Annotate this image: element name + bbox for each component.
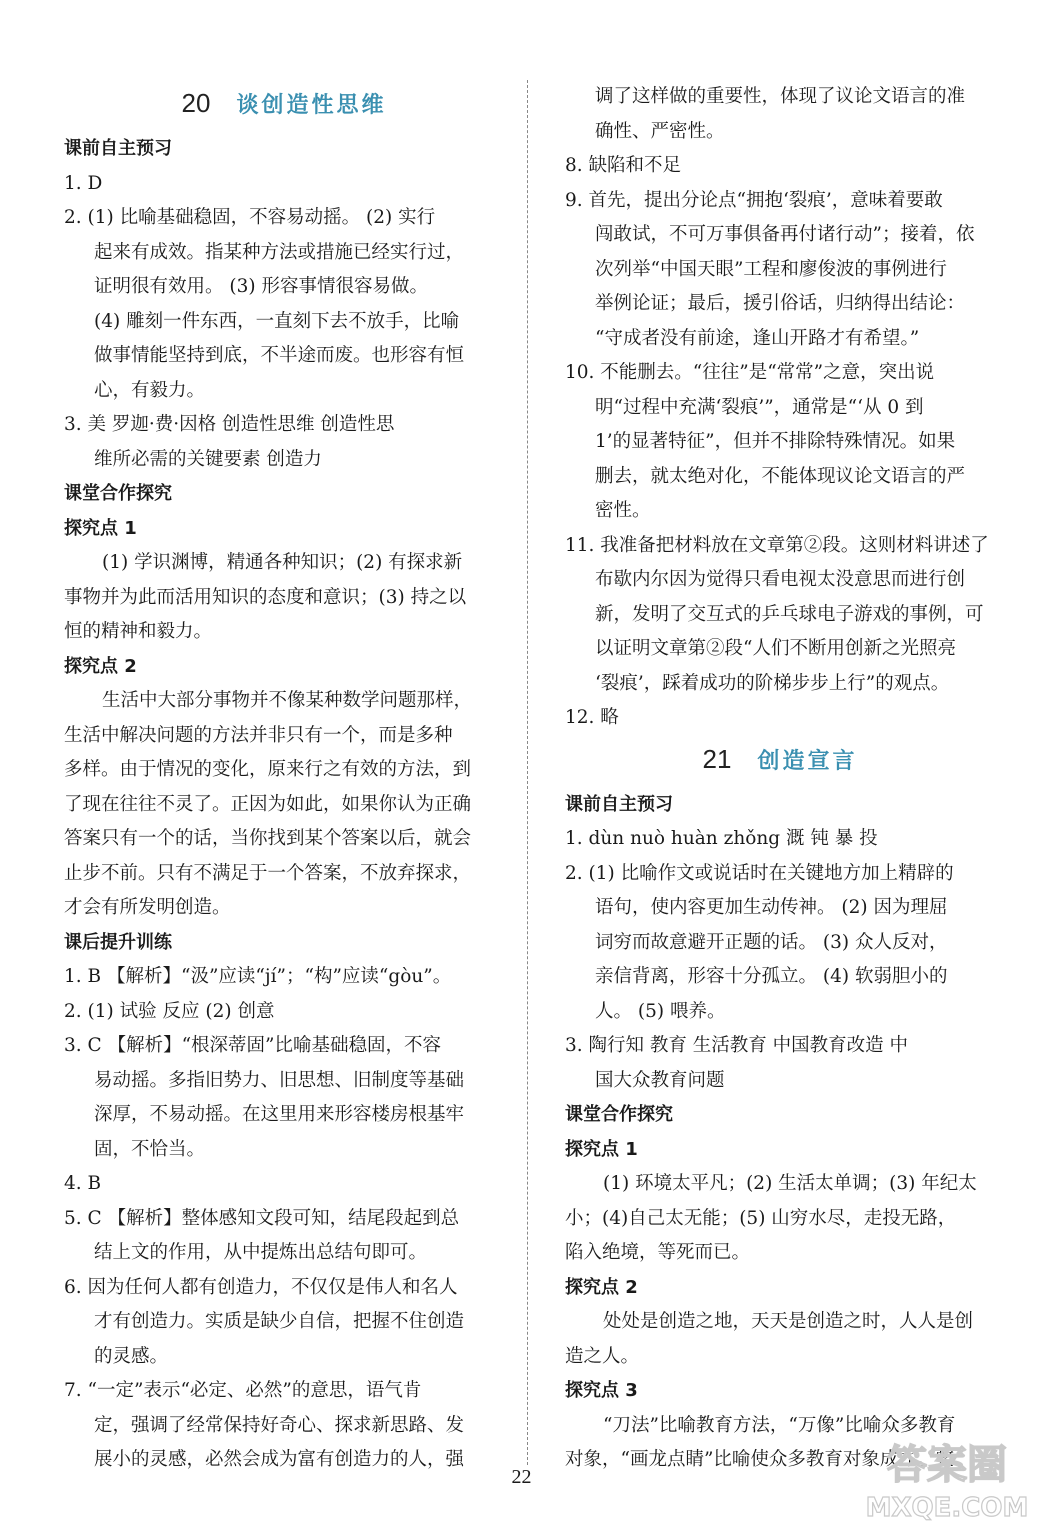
text-line: 3. 美 罗迦·费·因格 创造性思维 创造性思 — [64, 414, 395, 435]
text-line: 2. (1) 比喻作文或说话时在关键地方加上精辟的 — [565, 862, 954, 884]
text-line: 易动摇。多指旧势力、旧思想、旧制度等基础 — [94, 1069, 465, 1091]
section-heading: 课前自主预习 — [565, 793, 673, 815]
text-line: 生活中大部分事物并不像某种数学问题那样， — [102, 690, 473, 711]
text-line: 证明很有效用。 (3) 形容事情很容易做。 — [94, 276, 428, 297]
text-line: 展小的灵感，必然会成为富有创造力的人，强 — [94, 1449, 465, 1470]
right-column — [565, 80, 995, 1478]
text-line: 3. C 【解析】“根深蒂固”比喻基础稳固，不容 — [64, 1035, 441, 1056]
text-line: 词穷而故意避开正题的话。 (3) 众人反对， — [595, 931, 948, 953]
text-line: 对象，“画龙点睛”比喻使众多教育对象成才。整 — [565, 1449, 954, 1470]
text-line: 确性、严密性。 — [595, 120, 725, 142]
section-heading: 课堂合作探究 — [64, 483, 172, 504]
text-line: 5. C 【解析】整体感知文段可知，结尾段起到总 — [64, 1207, 460, 1229]
text-line: “刀法”比喻教育方法，“万像”比喻众多教育 — [603, 1414, 956, 1436]
section-heading: 探究点 1 — [64, 517, 137, 539]
text-line: 定，强调了经常保持好奇心、探求新思路、发 — [94, 1414, 465, 1436]
text-line: 1’的显著特征”，但并不排除特殊情况。如果 — [595, 431, 956, 452]
lesson-number: 20 — [181, 88, 211, 118]
text-line: 1. dùn nuò huàn zhǒng 溉 钝 暴 投 — [565, 828, 878, 849]
section-heading: 探究点 3 — [565, 1380, 638, 1401]
text-line: 闯敢试，不可万事俱备再付诸行动”；接着，依 — [595, 224, 975, 245]
text-line: 2. (1) 试验 反应 (2) 创意 — [64, 1000, 275, 1022]
page-number: 22 — [511, 1466, 532, 1488]
text-line: 9. 首先，提出分论点“拥抱‘裂痕’，意味着要敢 — [565, 189, 943, 211]
text-line: 10. 不能删去。“往往”是“常常”之意，突出说 — [565, 362, 935, 383]
text-line: 新，发明了交互式的乒乓球电子游戏的事例，可 — [595, 603, 984, 625]
text-line: 3. 陶行知 教育 生活教育 中国教育改造 中 — [565, 1035, 909, 1056]
section-heading: 探究点 2 — [64, 655, 137, 677]
text-line: 国大众教育问题 — [595, 1069, 725, 1091]
left-text-lines — [64, 132, 504, 1478]
text-line: 明“过程中充满‘裂痕’”，通常是“‘从 0 到 — [595, 396, 924, 418]
lesson-20-title — [64, 80, 504, 132]
text-line: 2. (1) 比喻基础稳固，不容易动摇。 (2) 实行 — [64, 207, 436, 228]
text-line: (1) 学识渊博，精通各种知识；(2) 有探求新 — [102, 552, 463, 573]
text-line: 多样。由于情况的变化，原来行之有效的方法，到 — [64, 759, 472, 780]
text-line: 维所必需的关键要素 创造力 — [94, 448, 322, 470]
text-line: 陷入绝境，等死而已。 — [565, 1242, 751, 1263]
watermark-text: 答案圈 — [887, 1442, 1007, 1488]
left-column — [64, 80, 504, 1478]
text-line: 语句，使内容更加生动传神。 (2) 因为理屈 — [595, 897, 948, 918]
text-line: 6. 因为任何人都有创造力，不仅仅是伟人和名人 — [64, 1276, 458, 1298]
lesson-number: 21 — [702, 743, 732, 774]
text-line: 调了这样做的重要性，体现了议论文语言的准 — [595, 86, 966, 107]
text-line: 止步不前。只有不满足于一个答案，不放弃探求， — [64, 862, 472, 884]
watermark-logo — [862, 1428, 1032, 1526]
section-heading: 探究点 2 — [565, 1276, 638, 1298]
text-line: 心，有毅力。 — [94, 379, 206, 401]
text-line: 造之人。 — [565, 1345, 640, 1367]
text-line: (4) 雕刻一件东西，一直刻下去不放手，比喻 — [94, 310, 460, 332]
text-line: 固，不恰当。 — [94, 1138, 206, 1160]
text-line: 7. “一定”表示“必定、必然”的意思，语气肯 — [64, 1380, 422, 1401]
column-divider — [527, 80, 528, 1465]
text-line: 起来有成效。指某种方法或措施已经实行过， — [94, 241, 465, 263]
text-line: 恒的精神和毅力。 — [64, 621, 213, 642]
watermark-domain: MXQE.COM — [865, 1493, 1029, 1523]
text-line: 处处是创造之地，天天是创造之时，人人是创 — [603, 1311, 974, 1332]
text-line: 11. 我准备把材料放在文章第②段。这则材料讲述了 — [565, 534, 989, 556]
section-heading: 课后提升训练 — [64, 931, 172, 953]
text-line: 做事情能坚持到底，不半途而废。也形容有恒 — [94, 345, 465, 366]
text-line: 人。 (5) 喂养。 — [595, 1000, 726, 1022]
text-line: 生活中解决问题的方法并非只有一个，而是多种 — [64, 724, 453, 746]
lesson-title-text: 创造宣言 — [757, 748, 858, 774]
right-text-lines-bottom — [565, 788, 995, 1478]
right-text-lines-top — [565, 80, 995, 736]
text-line: 小；(4)自己太无能；(5) 山穷水尽，走投无路， — [565, 1207, 957, 1229]
text-line: 4. B — [64, 1173, 102, 1194]
text-line: “守成者没有前途，逢山开路才有希望。” — [595, 327, 920, 349]
text-line: ‘裂痕’，踩着成功的阶梯步步上行”的观点。 — [595, 672, 950, 694]
lesson-21-title — [565, 736, 995, 788]
section-heading: 课堂合作探究 — [565, 1104, 673, 1125]
text-line: 深厚，不易动摇。在这里用来形容楼房根基牢 — [94, 1104, 465, 1125]
text-line: 次列举“中国天眼”工程和廖俊波的事例进行 — [595, 258, 947, 280]
text-line: 才会有所发明创造。 — [64, 897, 231, 918]
text-line: 才有创造力。实质是缺少自信，把握不住创造 — [94, 1311, 465, 1332]
text-line: (1) 环境太平凡；(2) 生活太单调；(3) 年纪太 — [603, 1173, 977, 1194]
text-line: 答案只有一个的话，当你找到某个答案以后，就会 — [64, 828, 472, 849]
text-line: 事物并为此而活用知识的态度和意识；(3) 持之以 — [64, 586, 467, 608]
section-heading: 探究点 1 — [565, 1138, 638, 1160]
text-line: 亲信背离，形容十分孤立。 (4) 软弱胆小的 — [595, 966, 948, 987]
text-line: 8. 缺陷和不足 — [565, 155, 682, 176]
text-line: 布歇内尔因为觉得只看电视太没意思而进行创 — [595, 569, 966, 590]
text-line: 了现在往往不灵了。正因为如此，如果你认为正确 — [64, 793, 472, 815]
text-line: 举例论证；最后，援引俗话，归纳得出结论： — [595, 293, 966, 314]
text-line: 密性。 — [595, 500, 651, 521]
text-line: 结上文的作用，从中提炼出总结句即可。 — [94, 1242, 428, 1263]
text-line: 1. B 【解析】“汲”应读“jí”；“构”应读“gòu”。 — [64, 966, 452, 987]
text-line: 1. D — [64, 172, 103, 194]
text-line: 以证明文章第②段“人们不断用创新之光照亮 — [595, 638, 956, 659]
section-heading: 课前自主预习 — [64, 138, 172, 159]
text-line: 删去，就太绝对化，不能体现议论文语言的严 — [595, 465, 966, 487]
lesson-title-text: 谈创造性思维 — [236, 93, 387, 118]
text-line: 12. 略 — [565, 707, 619, 728]
text-line: 的灵感。 — [94, 1345, 169, 1367]
